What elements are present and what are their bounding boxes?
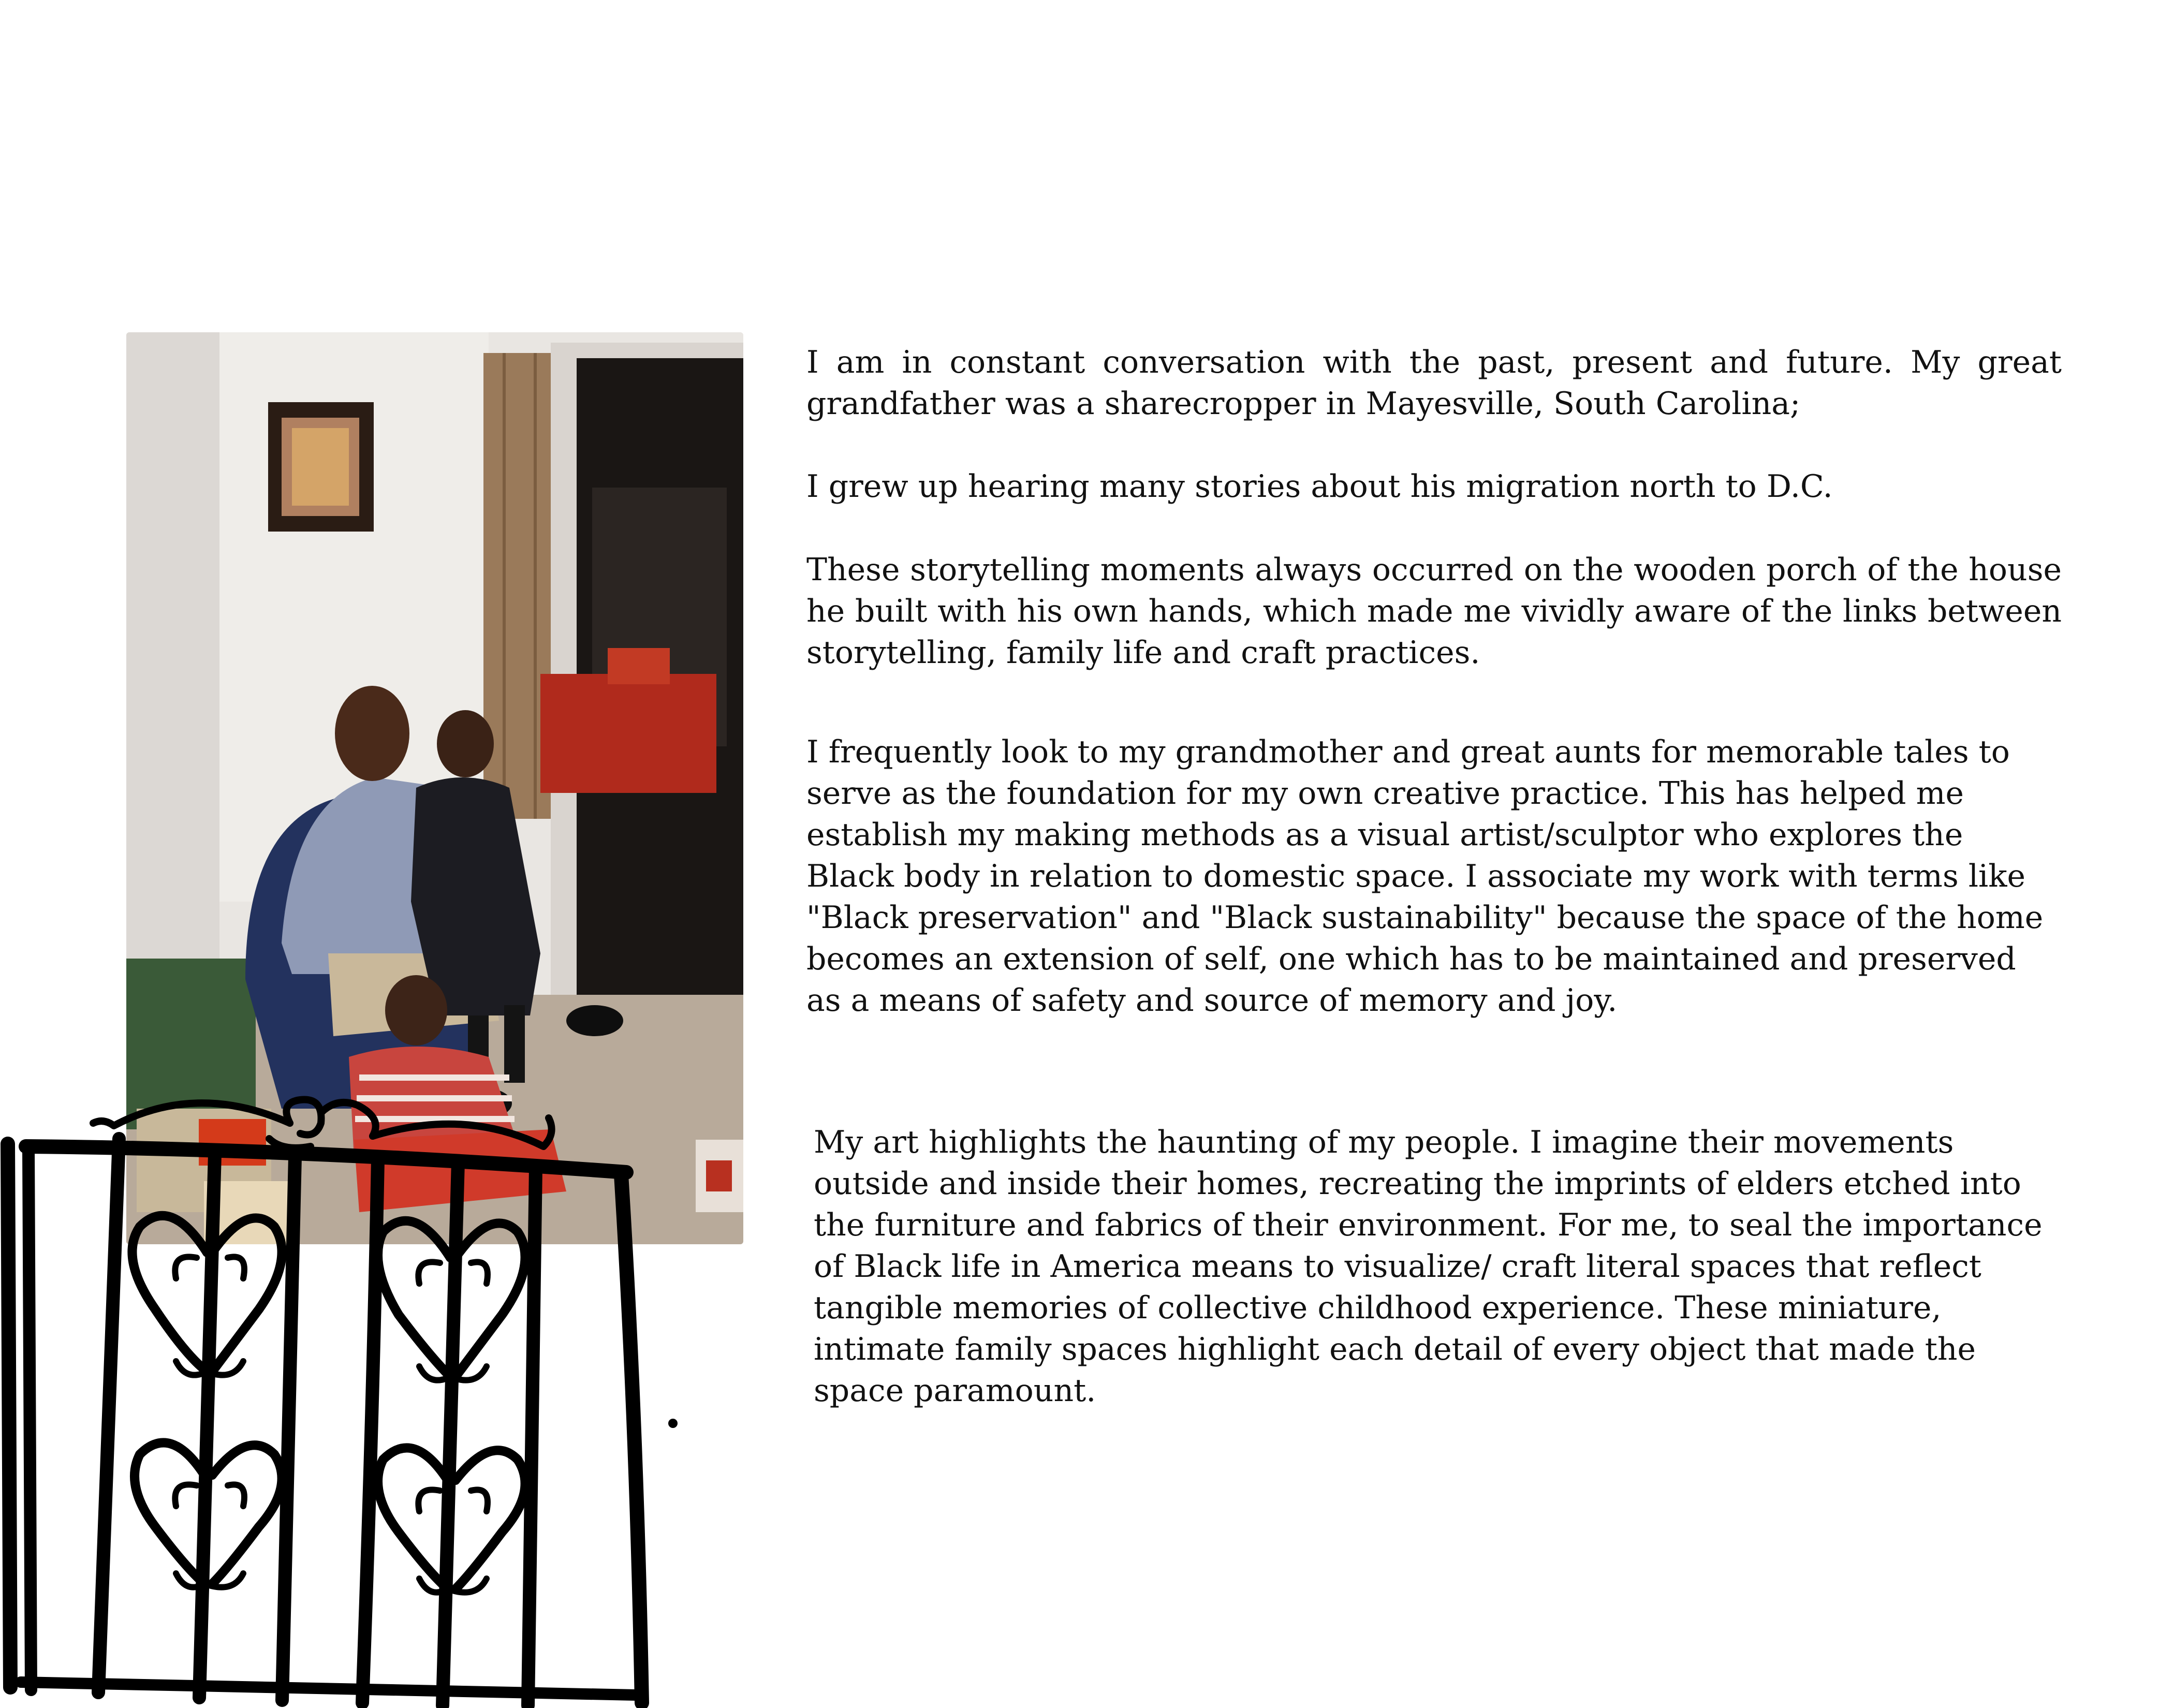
wrought-iron-gate-drawing [0, 1061, 683, 1708]
statement-paragraph-3: These storytelling moments always occurred on the wooden porch of the house he built with his own hands, which made me vividly aware of the links between storytelling, family life and craft practices. [806, 552, 2062, 671]
statement-paragraph-1: I am in constant conversation with the past, present and future. My great grandfather was a sharecropper in Mayesville, South Carolina; [806, 344, 2062, 422]
statement-paragraph-2: I grew up hearing many stories about his migration north to D.C. [806, 468, 1833, 505]
statement-paragraph-5: My art highlights the haunting of my people. I imagine their movements outside and inside their homes, recreating the imprints of elders etched into the furniture and fabrics of their environment. For me, to seal the importance of Black life in America means to visualize/ craft literal spaces that reflect tangible memories of collective childhood experience. These miniature, intimate family spaces highlight each detail of every object that made the space paramount. [814, 1124, 2043, 1409]
statement-paragraph-4: I frequently look to my grandmother and great aunts for memorable tales to serve as the foundation for my own creative practice. This has helped me establish my making methods as a visual artist/sculptor who explores the Black body in relation to domestic space. I associate my work with terms like "Black preservation" and "Black sustainability" because the space of the home becomes an extension of self, one which has to be maintained and preserved as a means of safety and source of memory and joy. [806, 734, 2044, 1019]
